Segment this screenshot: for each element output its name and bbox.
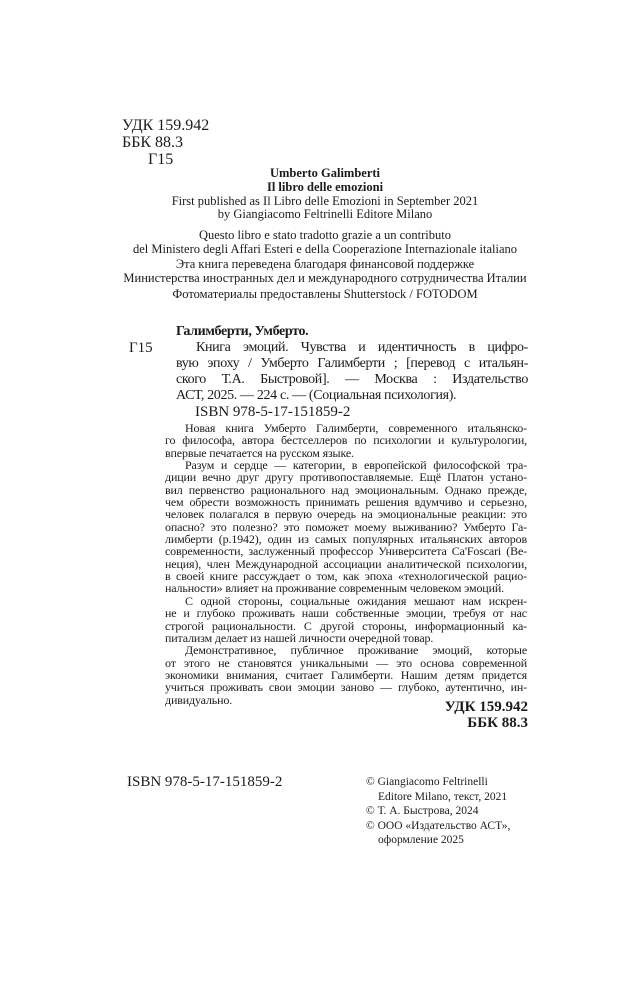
text-line: С одной стороны, социальные ожидания мешают нам искрен- [185,593,527,608]
text-line: Новая книга Умберто Галимберти, современного итальянско- [185,421,527,435]
copyright-entry [366,819,546,848]
bbk-code: ББК 88.3 [122,134,184,151]
text-line: дивидуально. [165,692,233,707]
text-line: в своей книге рассуждает о том, как эпоха «технологической рацио- [165,569,527,584]
text-line: © Т. А. Быстрова, 2024 [366,805,479,818]
copyright-notices [366,775,546,848]
text-line: го философа, автора бестселлеров по психологии и культурологии, [165,433,527,448]
text-line: Editore Milano, текст, 2021 [378,790,508,803]
text-line: неция), член Международной ассоциации аналитической психологии, [165,556,527,571]
text-line: ского Т.А. Быстровой]. — Москва : Издательство [176,372,528,387]
catalog-author-sign: Г15 [129,340,153,356]
annotation-paragraph [165,595,527,644]
text-line: диции вечно друг другу противопоставляемые. Ещё Платон устано- [165,470,527,485]
annotation-paragraph [165,459,527,595]
translation-support-note [0,228,618,286]
text-line: лимберти (р.1942), один из самых популярных итальянских авторов [165,532,527,547]
copyright-entry [366,775,546,804]
text-line: строгой рациональности. С другой стороны, информационный ка- [165,618,527,633]
annotation-paragraph [165,422,527,459]
original-author: Umberto Galimberti [269,166,381,180]
text-line: экономики внимания, считает Галимберти. Нашим детям придется [165,667,527,682]
author-sign-code: Г15 [148,151,174,168]
text-line: нальности» влияет на проживание современным человеком эмоций. [165,581,504,596]
bbk-code-bottom: ББК 88.3 [467,714,528,731]
classification-codes-bottom [445,700,528,731]
catalog-author-heading: Галимберти, Умберто. [176,324,309,339]
text-line: Демонстративное, публичное проживание эмоций, которые [185,643,527,658]
original-publisher-line: by Giangiacomo Feltrinelli Editore Milano [217,207,433,222]
catalog-card [129,324,528,421]
udk-code: УДК 159.942 [122,117,210,134]
photo-credit-line: Фотоматериалы предоставлены Shutterstock / FOTODOM [172,287,478,301]
text-line: оформление 2025 [378,834,464,847]
text-line: АСТ, 2025. — 224 с. — (Социальная психология). [176,388,457,403]
annotation-paragraph [165,644,527,706]
udk-code-bottom: УДК 159.942 [444,699,528,715]
text-line: вую эпоху / Умберто Галимберти ; [перевод с итальян- [176,356,528,371]
original-edition-block [0,167,618,222]
text-line: Министерства иностранных дел и международного сотрудничества Италии [123,271,527,286]
text-line: вил первенство рационального над эмоциональным. Однако прежде, [165,482,527,497]
text-line: Книга эмоций. Чувства и идентичность в цифро- [196,340,528,355]
photo-credit [0,287,618,301]
text-line: современности, заслуженный профессор Университета Ca'Foscari (Ве- [165,544,527,559]
footer-isbn: ISBN 978-5-17-151859-2 [127,774,283,790]
first-published-line: First published as Il Libro delle Emozioni in September 2021 [171,193,479,208]
text-line: питализм делает из нашей личности очередной товар. [165,630,434,645]
original-title: Il libro delle emozioni [266,179,384,194]
text-line: впервые печатается на русском языке. [165,445,354,460]
text-line: Разум и сердце — категории, в европейской философской тра- [185,458,527,473]
catalog-description [176,340,528,404]
copyright-entry [366,804,546,819]
text-line: от этого не становятся уникальными — это основа современной [165,655,527,670]
text-line: не и глубоко проживать наши собственные эмоции, требуя от нас [165,606,527,621]
text-line: del Ministero degli Affari Esteri e della Cooperazione Internazionale italiano [132,242,517,257]
annotation-block [165,422,527,706]
text-line: Questo libro e stato tradotto grazie a un contributo [198,228,451,242]
classification-codes-top [122,117,209,168]
text-line: человек полагался в первую очередь на эмоциональные реакции: это [165,507,527,522]
text-line: Эта книга переведена благодаря финансовой поддержке [175,256,475,271]
text-line: © ООО «Издательство АСТ», [366,819,511,832]
catalog-isbn: ISBN 978-5-17-151859-2 [195,404,351,420]
text-line: опасно? это полезно? это поможет моему выживанию? Умберто Га- [165,519,527,534]
text-line: © Giangiacomo Feltrinelli [366,776,488,788]
text-line: учиться проживать свои эмоции заново — глубоко, аутентично, ин- [165,680,527,695]
text-line: чем обрести возможность принимать решения вдумчиво и серьезно, [165,495,527,510]
